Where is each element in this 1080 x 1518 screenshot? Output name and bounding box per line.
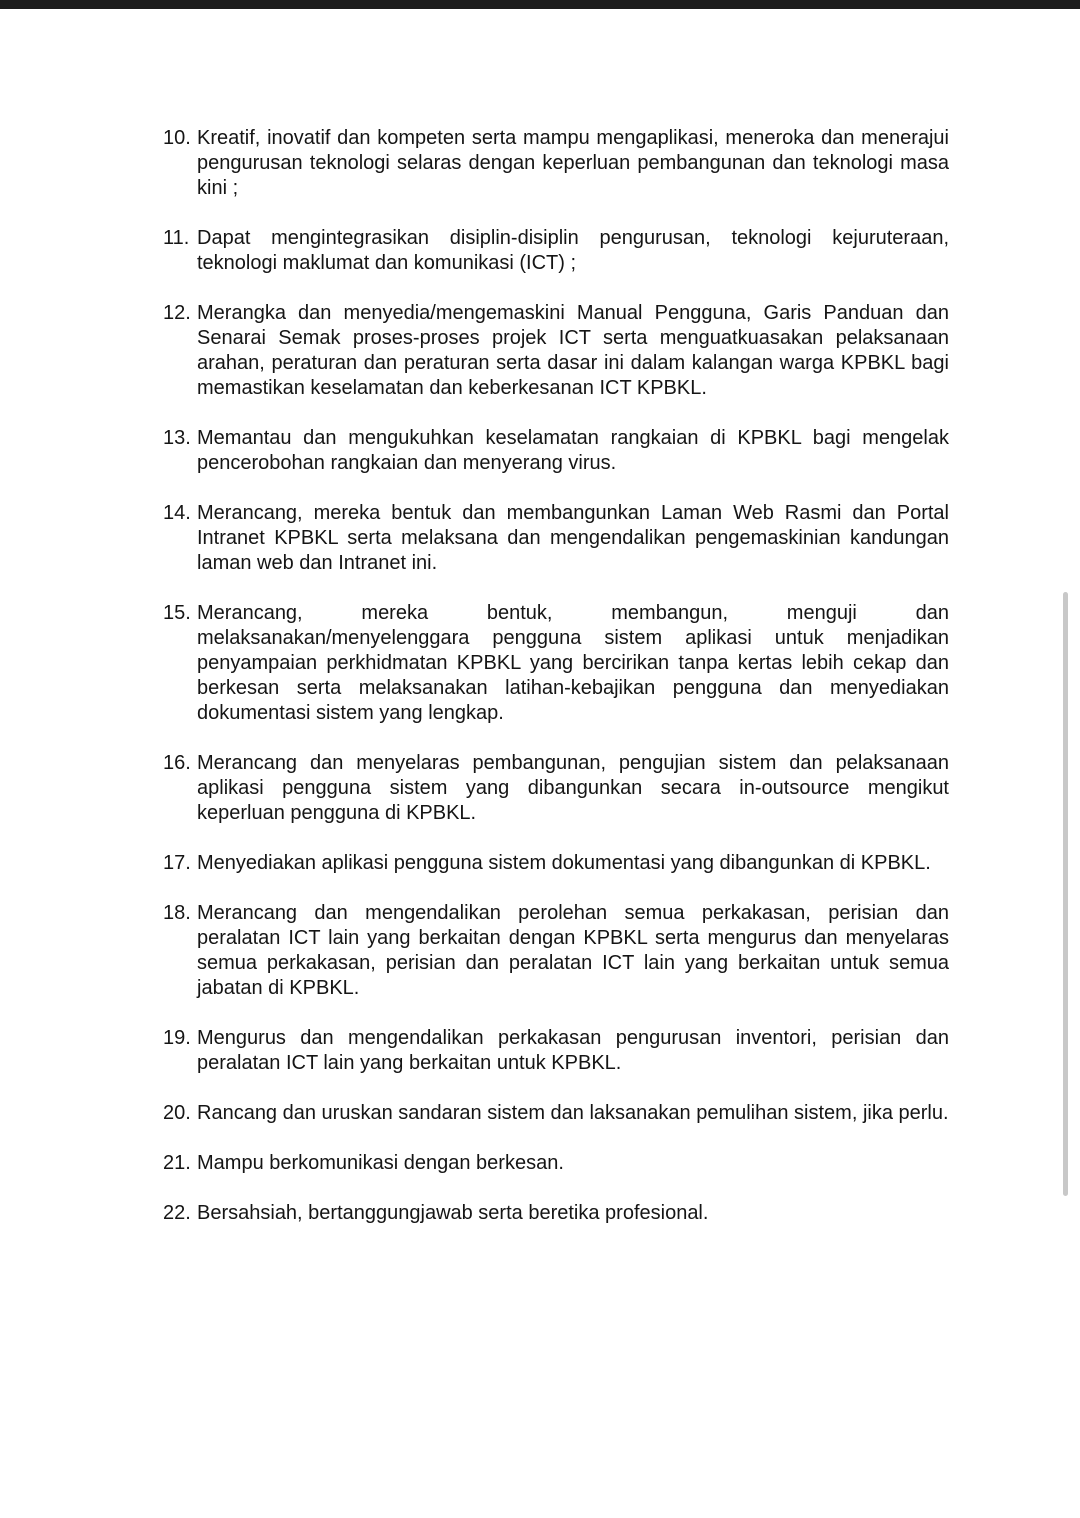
list-item-text: Kreatif, inovatif dan kompeten serta mampu mengaplikasi, meneroka dan menerajui pengurusan teknologi selaras dengan keperluan pembangunan dan teknologi masa kini ; (197, 127, 949, 199)
list-item (163, 1026, 949, 1076)
list-item (163, 851, 949, 876)
list-item-text: Mengurus dan mengendalikan perkakasan pengurusan inventori, perisian dan peralatan ICT lain yang berkaitan untuk KPBKL. (197, 1027, 949, 1074)
list-item-number: 16. (163, 752, 191, 774)
list-item (163, 1101, 949, 1126)
list-item (163, 1201, 949, 1226)
list-item-number: 13. (163, 427, 191, 449)
list-item-number: 20. (163, 1102, 191, 1124)
list-item (163, 126, 949, 201)
list-item-text: Memantau dan mengukuhkan keselamatan rangkaian di KPBKL bagi mengelak pencerobohan rangkaian dan menyerang virus. (197, 427, 949, 474)
list-item-number: 18. (163, 902, 191, 924)
list-item-number: 15. (163, 602, 191, 624)
list-item-text: Bersahsiah, bertanggungjawab serta beretika profesional. (197, 1202, 709, 1224)
list-item-text: Mampu berkomunikasi dengan berkesan. (197, 1152, 564, 1174)
list-item-text: Merancang, mereka bentuk, membangun, menguji dan melaksanakan/menyelenggara pengguna sistem aplikasi untuk menjadikan penyampaian perkhidmatan KPBKL yang bercirikan tanpa kertas lebih cekap dan berkesan serta melaksanakan latihan-kebajikan pengguna dan menyediakan dokumentasi sistem yang lengkap. (197, 602, 949, 724)
list-item-text: Merancang dan menyelaras pembangunan, pengujian sistem dan pelaksanaan aplikasi pengguna sistem yang dibangunkan secara in-outsource mengikut keperluan pengguna di KPBKL. (197, 752, 949, 824)
list-item-number: 11. (163, 227, 190, 249)
list-item-text: Dapat mengintegrasikan disiplin-disiplin pengurusan, teknologi kejuruteraan, teknologi maklumat dan komunikasi (ICT) ; (197, 227, 949, 274)
list-item (163, 426, 949, 476)
list-item-text: Merancang dan mengendalikan perolehan semua perkakasan, perisian dan peralatan ICT lain yang berkaitan dengan KPBKL serta mengurus dan menyelaras semua perkakasan, perisian dan peralatan ICT lain yang berkaitan untuk semua jabatan di KPBKL. (197, 902, 949, 999)
list-item (163, 501, 949, 576)
list-item (163, 601, 949, 726)
list-item-text: Merangka dan menyedia/mengemaskini Manual Pengguna, Garis Panduan dan Senarai Semak proses-proses projek ICT serta menguatkuasakan pelaksanaan arahan, peraturan dan peraturan serta dasar ini dalam kalangan warga KPBKL bagi memastikan keselamatan dan keberkesanan ICT KPBKL. (197, 302, 949, 399)
list-item-text: Rancang dan uruskan sandaran sistem dan laksanakan pemulihan sistem, jika perlu. (197, 1102, 949, 1124)
list-item-text: Menyediakan aplikasi pengguna sistem dokumentasi yang dibangunkan di KPBKL. (197, 852, 931, 874)
list-item-text: Merancang, mereka bentuk dan membangunkan Laman Web Rasmi dan Portal Intranet KPBKL serta melaksana dan mengendalikan pengemaskinian kandungan laman web dan Intranet ini. (197, 502, 949, 574)
list-item-number: 19. (163, 1027, 191, 1049)
list-item-number: 22. (163, 1202, 191, 1224)
window-top-bar (0, 0, 1080, 9)
list-item (163, 751, 949, 826)
list-item (163, 901, 949, 1001)
document-body (163, 126, 949, 1251)
list-item (163, 226, 949, 276)
list-item-number: 17. (163, 852, 191, 874)
list-item-number: 21. (163, 1152, 191, 1174)
list-item-number: 14. (163, 502, 191, 524)
list-item-number: 10. (163, 127, 191, 149)
scrollbar-thumb[interactable] (1063, 592, 1068, 1196)
list-item (163, 1151, 949, 1176)
list-item-number: 12. (163, 302, 191, 324)
list-item (163, 301, 949, 401)
